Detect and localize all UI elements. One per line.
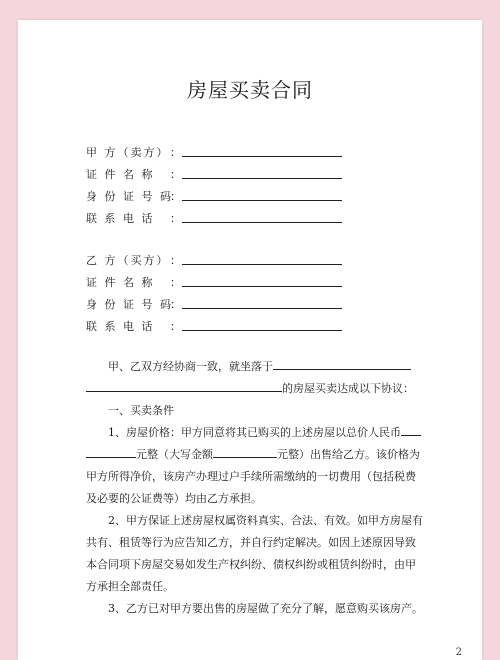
clause-1-text-b: 元整（大写金额 <box>136 448 213 461</box>
page-number: 2 <box>455 647 462 658</box>
property-location-line <box>273 357 411 370</box>
seller-row <box>86 210 386 224</box>
seller-id-type-line <box>182 178 342 179</box>
colon: ： <box>170 212 181 225</box>
seller-id-type-label: 证 件 名 称 <box>86 168 155 181</box>
section-heading: 一、买卖条件 <box>108 404 174 417</box>
price-uppercase-line <box>213 445 277 458</box>
buyer-id-number-line <box>182 308 342 309</box>
intro-text-1: 甲、乙双方经协商一致，就坐落于 <box>108 360 273 373</box>
seller-row <box>86 166 386 180</box>
colon: ： <box>170 298 181 311</box>
clause-3: 3、乙方已对甲方要出售的房屋做了充分了解，愿意购买该房产。 <box>108 602 423 615</box>
colon: ： <box>170 254 181 267</box>
buyer-row <box>86 318 386 332</box>
buyer-phone-line <box>182 330 342 331</box>
seller-phone-label: 联 系 电 话 <box>86 212 155 225</box>
buyer-id-type-line <box>182 286 342 287</box>
colon: ： <box>170 190 181 203</box>
buyer-row <box>86 296 386 310</box>
seller-row <box>86 144 386 158</box>
clause-2: 2、甲方保证上述房屋权属资料真实、合法、有效。如甲方房屋有共有、租赁等行为应告知乙方，并自行约定解决。如因上述原因导致本合同项下房屋交易如发生产权纠纷、债权纠纷或租赁纠纷时，由甲方承担全部责任。 <box>86 514 423 593</box>
colon: ： <box>170 320 181 333</box>
seller-row <box>86 188 386 202</box>
colon: ： <box>170 146 181 159</box>
price-line-1 <box>401 423 421 436</box>
seller-id-number-label: 身 份 证 号 码 <box>86 190 173 203</box>
buyer-row <box>86 274 386 288</box>
seller-name-line <box>182 156 342 157</box>
intro-paragraph <box>86 356 426 400</box>
buyer-phone-label: 联 系 电 话 <box>86 320 155 333</box>
clause-1 <box>86 422 426 510</box>
buyer-label: 乙 方（买方） <box>86 254 170 267</box>
buyer-id-type-label: 证 件 名 称 <box>86 276 155 289</box>
colon: ： <box>170 168 181 181</box>
seller-id-number-line <box>182 200 342 201</box>
colon: ： <box>170 276 181 289</box>
contract-title: 房屋买卖合同 <box>187 78 313 102</box>
intro-text-2: 的房屋买卖达成以下协议： <box>282 382 414 395</box>
buyer-name-line <box>182 264 342 265</box>
property-location-line-2 <box>86 379 282 392</box>
clause-1-text-c: 元整）出售给乙方。该价格为甲方所得净价，该房产办理过户手续所需缴纳的一切费用（包括税费及必要的公证费等）均由乙方承担。 <box>86 448 420 505</box>
price-line-2 <box>86 445 136 458</box>
document-page <box>18 20 482 660</box>
buyer-row <box>86 252 386 266</box>
seller-phone-line <box>182 222 342 223</box>
seller-label: 甲 方（卖方） <box>86 146 170 159</box>
contract-body <box>86 356 426 620</box>
buyer-id-number-label: 身 份 证 号 码 <box>86 298 173 311</box>
clause-1-text-a: 1、房屋价格：甲方同意将其已购买的上述房屋以总价人民币 <box>108 426 401 439</box>
